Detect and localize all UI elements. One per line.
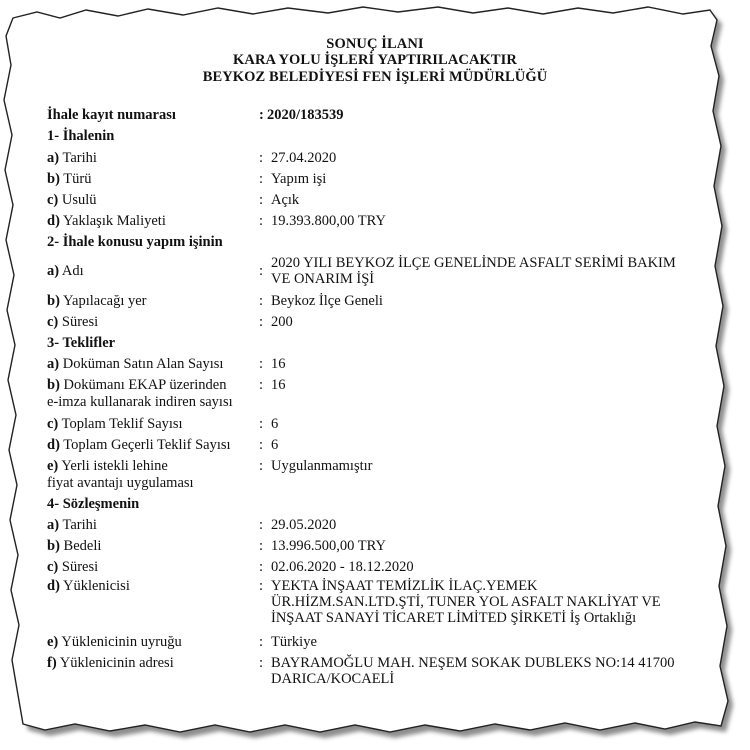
kayit-label: İhale kayıt numarası	[47, 107, 176, 123]
doc-title: SONUÇ İLANI	[326, 36, 424, 52]
announcement-document: SONUÇ İLANI KARA YOLU İŞLERİ YAPTIRILACAKTIR BEYKOZ BELEDİYESİ FEN İŞLERİ MÜDÜRLÜĞÜ İhale kayıt numarası : 2020/183539 1- İhalenin a) Tarihi : 27.04.2020 b) Türü : Yapım işi c) Usulü : Açık d) Yaklaşık Maliyeti : 19.393.800,00 TRY 2- İhale konusu yapım işinin a) Adı : 2020 YILI BEYKOZ İLÇE GENELİNDE ASFALT SERİMİ BAKIM VE ONARIM İŞİ b) Yapılacağı yer : Beykoz İlçe Geneli c) Süresi : 200 3- Teklifler a) Doküman Satın Alan Sayısı : 16 b) Dokümanı EKAP üzerinden : 16 e-imza kullanarak indiren sayısı c) Toplam Teklif Sayısı : 6 d) Toplam Geçerli Teklif Sayısı : 6 e) Yerli istekli lehine : Uygulanmamıştır fiyat avantajı uygulaması 4- Sözleşmenin a) Tarihi : 29.05.2020 b) Bedeli : 13.996.500,00 TRY c) Süresi : 02.06.2020 - 18.12.2020 d) Yüklenicisi : YEKTA İNŞAAT TEMİZLİK İLAÇ.YEMEK ÜR.HİZM.SAN.LTD.ŞTİ, TUNER YOL ASFALT NAKLİYAT VE İNŞAAT SANAYİ TİCARET LİMİTED ŞİRKETİ İş Ortaklığı e) Yüklenicinin uyruğu : Türkiye f) Yüklenicinin adresi : BAYRAMOĞLU MAH. NEŞEM SOKAK DUBLEKS NO:14 41700 DARICA/KOCAELİ	[0, 0, 750, 750]
doc-institution: BEYKOZ BELEDİYESİ FEN İŞLERİ MÜDÜRLÜĞÜ	[202, 69, 548, 85]
kayit-value: 2020/183539	[267, 107, 344, 123]
doc-subtitle: KARA YOLU İŞLERİ YAPTIRILACAKTIR	[233, 52, 517, 68]
kayit-sep: :	[259, 107, 264, 123]
